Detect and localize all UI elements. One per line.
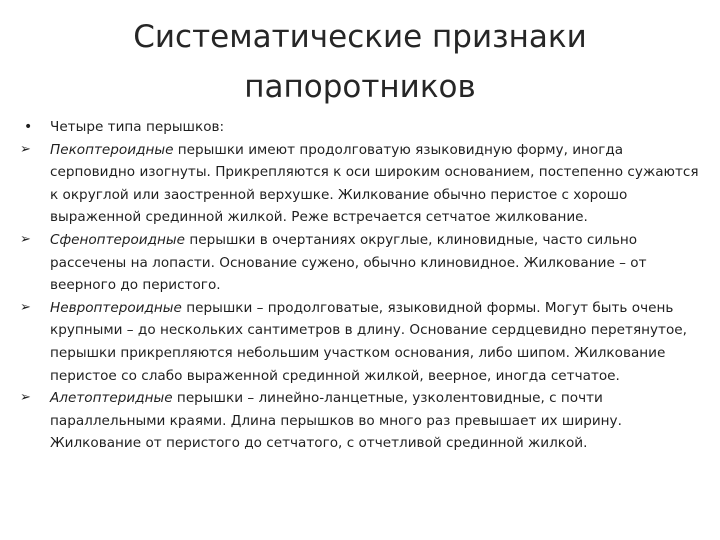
- arrow-bullet-icon: ➢: [20, 231, 31, 247]
- title-line-1: Систематические признаки: [133, 19, 587, 55]
- bullet-alethopteroid: [20, 387, 710, 455]
- bullet-text: перышки – линейно-ланцетные, узколентовидные, с почти параллельными краями. Длина перышков во много раз превышает их ширину. Жилкование от перистого до сетчатого, с отчетливой срединной жилкой.: [50, 390, 622, 452]
- bullet-pecopteroid: [20, 139, 710, 229]
- bullet-term: Сфеноптероидные: [50, 231, 186, 248]
- bullet-text: перышки в очертаниях округлые, клиновидные, часто сильно рассечены на лопасти. Основание сужено, обычно клиновидное. Жилкование – от веерного до перистого.: [50, 231, 647, 294]
- arrow-bullet-icon: ➢: [20, 299, 31, 315]
- bullet-text: перышки имеют продолговатую языковидную форму, иногда серповидно изогнуты. Прикрепляются к оси широким основанием, постепенно сужаются к округлой или заостренной верхушке. Жилкование обычно перистое с хорошо выраженной срединной жилкой. Реже встречается сетчатое жилкование.: [50, 141, 699, 226]
- bullet-sphenopteroid: [20, 229, 710, 297]
- slide-title: [60, 12, 660, 112]
- arrow-bullet-icon: ➢: [20, 390, 31, 406]
- arrow-bullet-icon: ➢: [20, 141, 31, 157]
- bullet-list: [20, 116, 710, 455]
- bullet-neuropteroid: [20, 297, 710, 387]
- bullet-text: перышки – продолговатые, языковидной формы. Могут быть очень крупными – до нескольких сантиметров в длину. Основание сердцевидно перетянутое, перышки прикрепляются небольшим участком основания, либо шипом. Жилкование перистое со слабо выраженной срединной жилкой, веерное, иногда сетчатое.: [50, 299, 687, 384]
- bullet-text: Четыре типа перышков:: [50, 119, 225, 135]
- bullet-term: Алетоптеридные: [50, 390, 173, 407]
- bullet-intro: [20, 116, 710, 139]
- title-line-2: папоротников: [244, 69, 476, 105]
- bullet-dot-icon: •: [24, 119, 33, 135]
- bullet-term: Пекоптероидные: [50, 141, 174, 158]
- bullet-term: Невроптероидные: [50, 299, 182, 316]
